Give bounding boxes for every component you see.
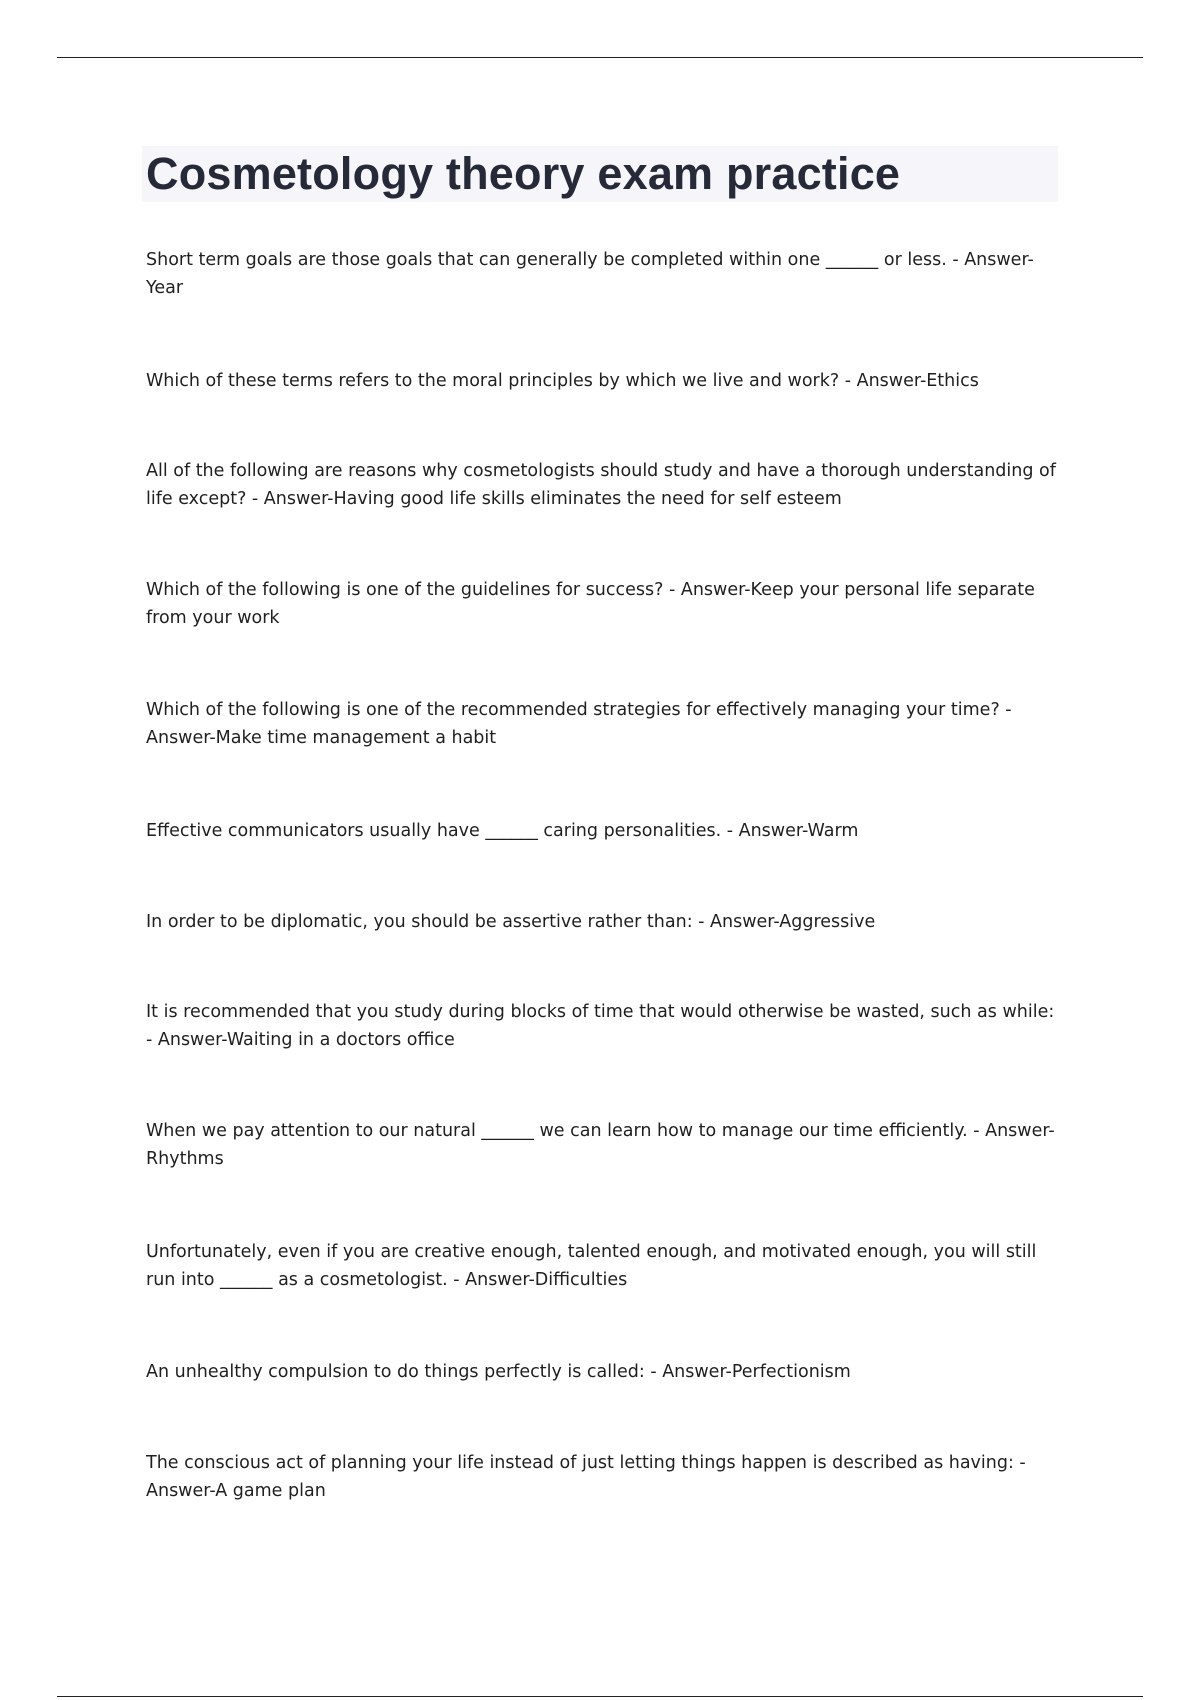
qa-item-7: In order to be diplomatic, you should be assertive rather than: - Answer-Aggressive	[146, 912, 876, 932]
qa-item-11: An unhealthy compulsion to do things perfectly is called: - Answer-Perfectionism	[146, 1362, 851, 1382]
qa-item-9: When we pay attention to our natural ______ we can learn how to manage our time efficiently. - Answer-Rhythms	[146, 1121, 1055, 1169]
qa-item-10: Unfortunately, even if you are creative enough, talented enough, and motivated enough, you will still run into ______ as a cosmetologist. - Answer-Difficulties	[146, 1242, 1037, 1290]
qa-item-4: Which of the following is one of the guidelines for success? - Answer-Keep your personal life separate from your work	[146, 580, 1035, 628]
page-top-rule	[57, 57, 1143, 58]
qa-item-8: It is recommended that you study during blocks of time that would otherwise be wasted, such as while: - Answer-Waiting in a doctors office	[146, 1002, 1055, 1050]
qa-item-1: Short term goals are those goals that can generally be completed within one ______ or less. - Answer-Year	[146, 250, 1034, 298]
qa-item-12: The conscious act of planning your life instead of just letting things happen is described as having: - Answer-A game plan	[146, 1453, 1026, 1501]
qa-item-2: Which of these terms refers to the moral principles by which we live and work? - Answer-Ethics	[146, 371, 979, 391]
document-title: Cosmetology theory exam practice	[146, 148, 901, 199]
qa-item-3: All of the following are reasons why cosmetologists should study and have a thorough understanding of life except? - Answer-Having good life skills eliminates the need for self esteem	[146, 461, 1056, 509]
qa-item-6: Effective communicators usually have ______ caring personalities. - Answer-Warm	[146, 821, 859, 841]
qa-item-5: Which of the following is one of the recommended strategies for effectively managing your time? - Answer-Make time management a habit	[146, 700, 1012, 748]
page-bottom-rule	[57, 1696, 1143, 1697]
